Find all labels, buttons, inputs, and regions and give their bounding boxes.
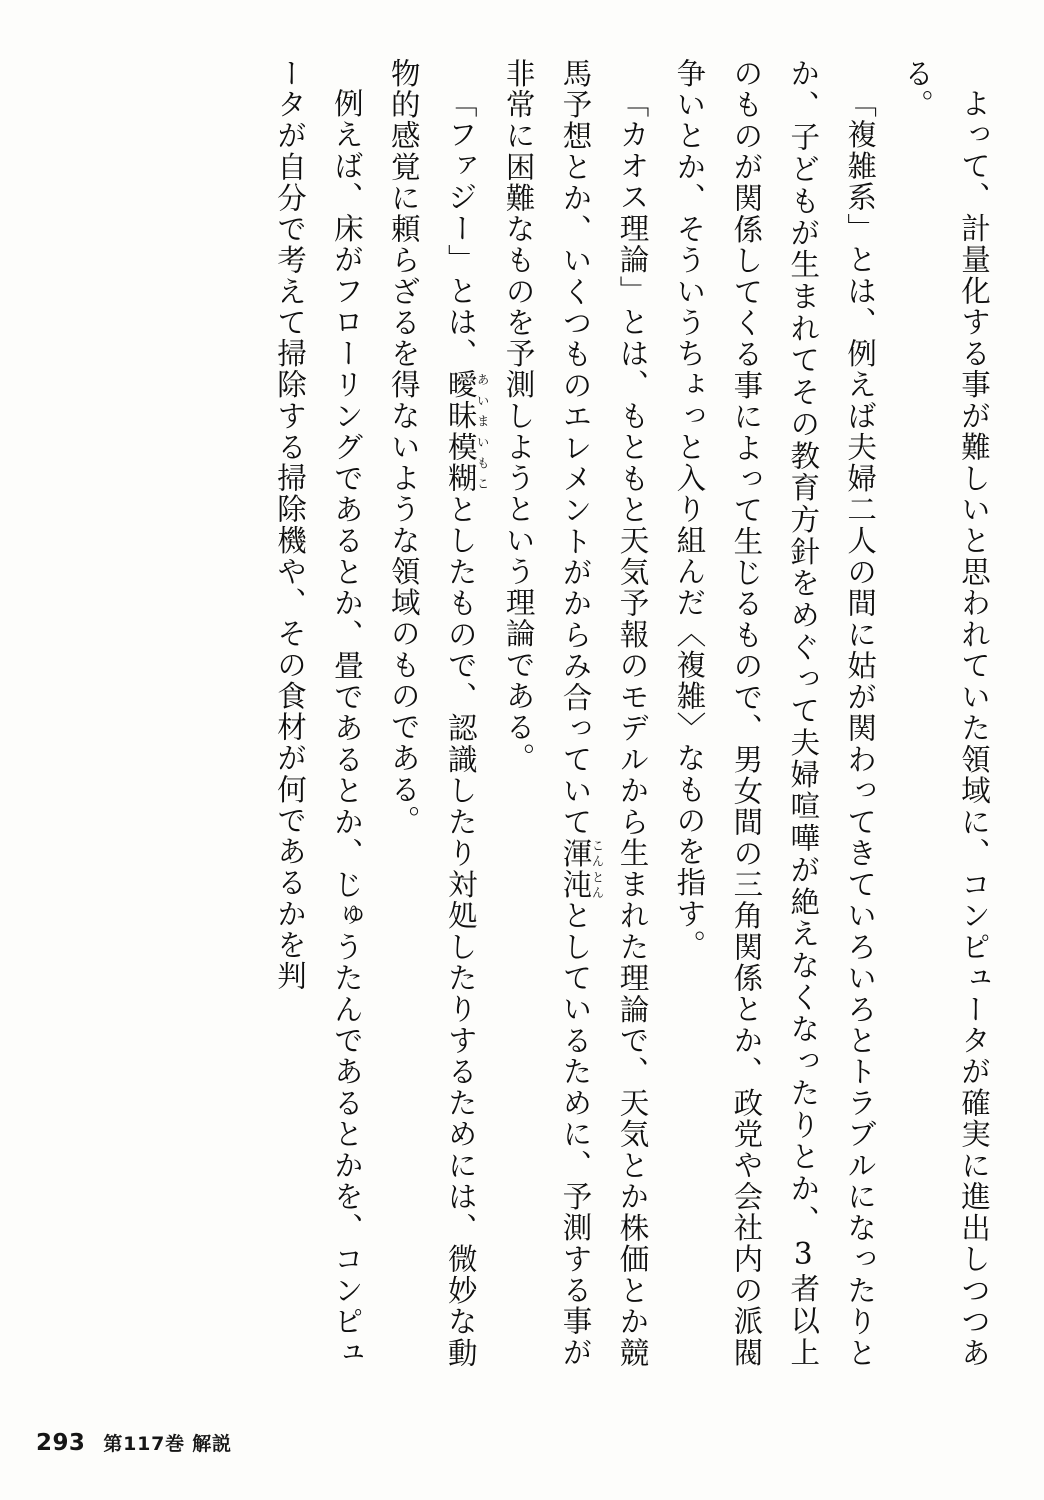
- ruby-kondon: [558, 837, 606, 901]
- paragraph-5: 例えば、床がフローリングであるとか、畳であるとか、じゅうたんであるとかを、コンピュータが自分で考えて掃除する掃除機や、その食材が何であるかを判: [272, 58, 364, 1368]
- paragraph-3-part-b: としているために、予測する事が非常に困難なものを予測しようという理論である。: [501, 58, 593, 1368]
- paragraph-4-part-b: としたもので、認識したり対処したりするためには、微妙な動物的感覚に頼らざるを得ないような領域のものである。: [386, 58, 478, 1368]
- ruby-base-aimaimoko: 曖昧模糊: [443, 368, 478, 494]
- paragraph-3: [490, 58, 661, 1368]
- running-head: 第117巻 解説: [103, 1433, 232, 1455]
- paragraph-4-part-a: 「ファジー」とは、: [443, 87, 478, 369]
- ruby-aimaimoko: [443, 368, 491, 494]
- ruby-base-kondon: 渾沌: [558, 837, 593, 901]
- ruby-reading-aimaimoko: あいまいもこ: [475, 368, 491, 494]
- paragraph-1: よって、計量化する事が難しいと思われていた領域に、コンピュータが確実に進出しつつある。: [900, 58, 991, 1368]
- page-number: 293: [36, 1430, 86, 1456]
- paragraph-3-part-a: 「カオス理論」とは、もともと天気予報のモデルから生まれた理論で、天気とか株価とか競馬予想とか、いくつものエレメントがからみ合っていて: [558, 58, 650, 1368]
- ruby-reading-kondon: こんとん: [590, 837, 606, 901]
- paragraph-2: 「複雑系」とは、例えば夫婦二人の間に姑が関わってきていろいろとトラブルになったりとか、子どもが生まれてその教育方針をめぐって夫婦喧嘩が絶えなくなったりとか、3者以上のものが関係してくる事によって生じるもので、男女間の三角関係とか、政党や会社内の派閥争いとか、そういうちょっと入り組んだ〈複雑〉なものを指す。: [672, 58, 878, 1368]
- page-footer: [36, 1429, 232, 1456]
- paragraph-4: [375, 58, 490, 1368]
- page-body-text: [122, 58, 1002, 1368]
